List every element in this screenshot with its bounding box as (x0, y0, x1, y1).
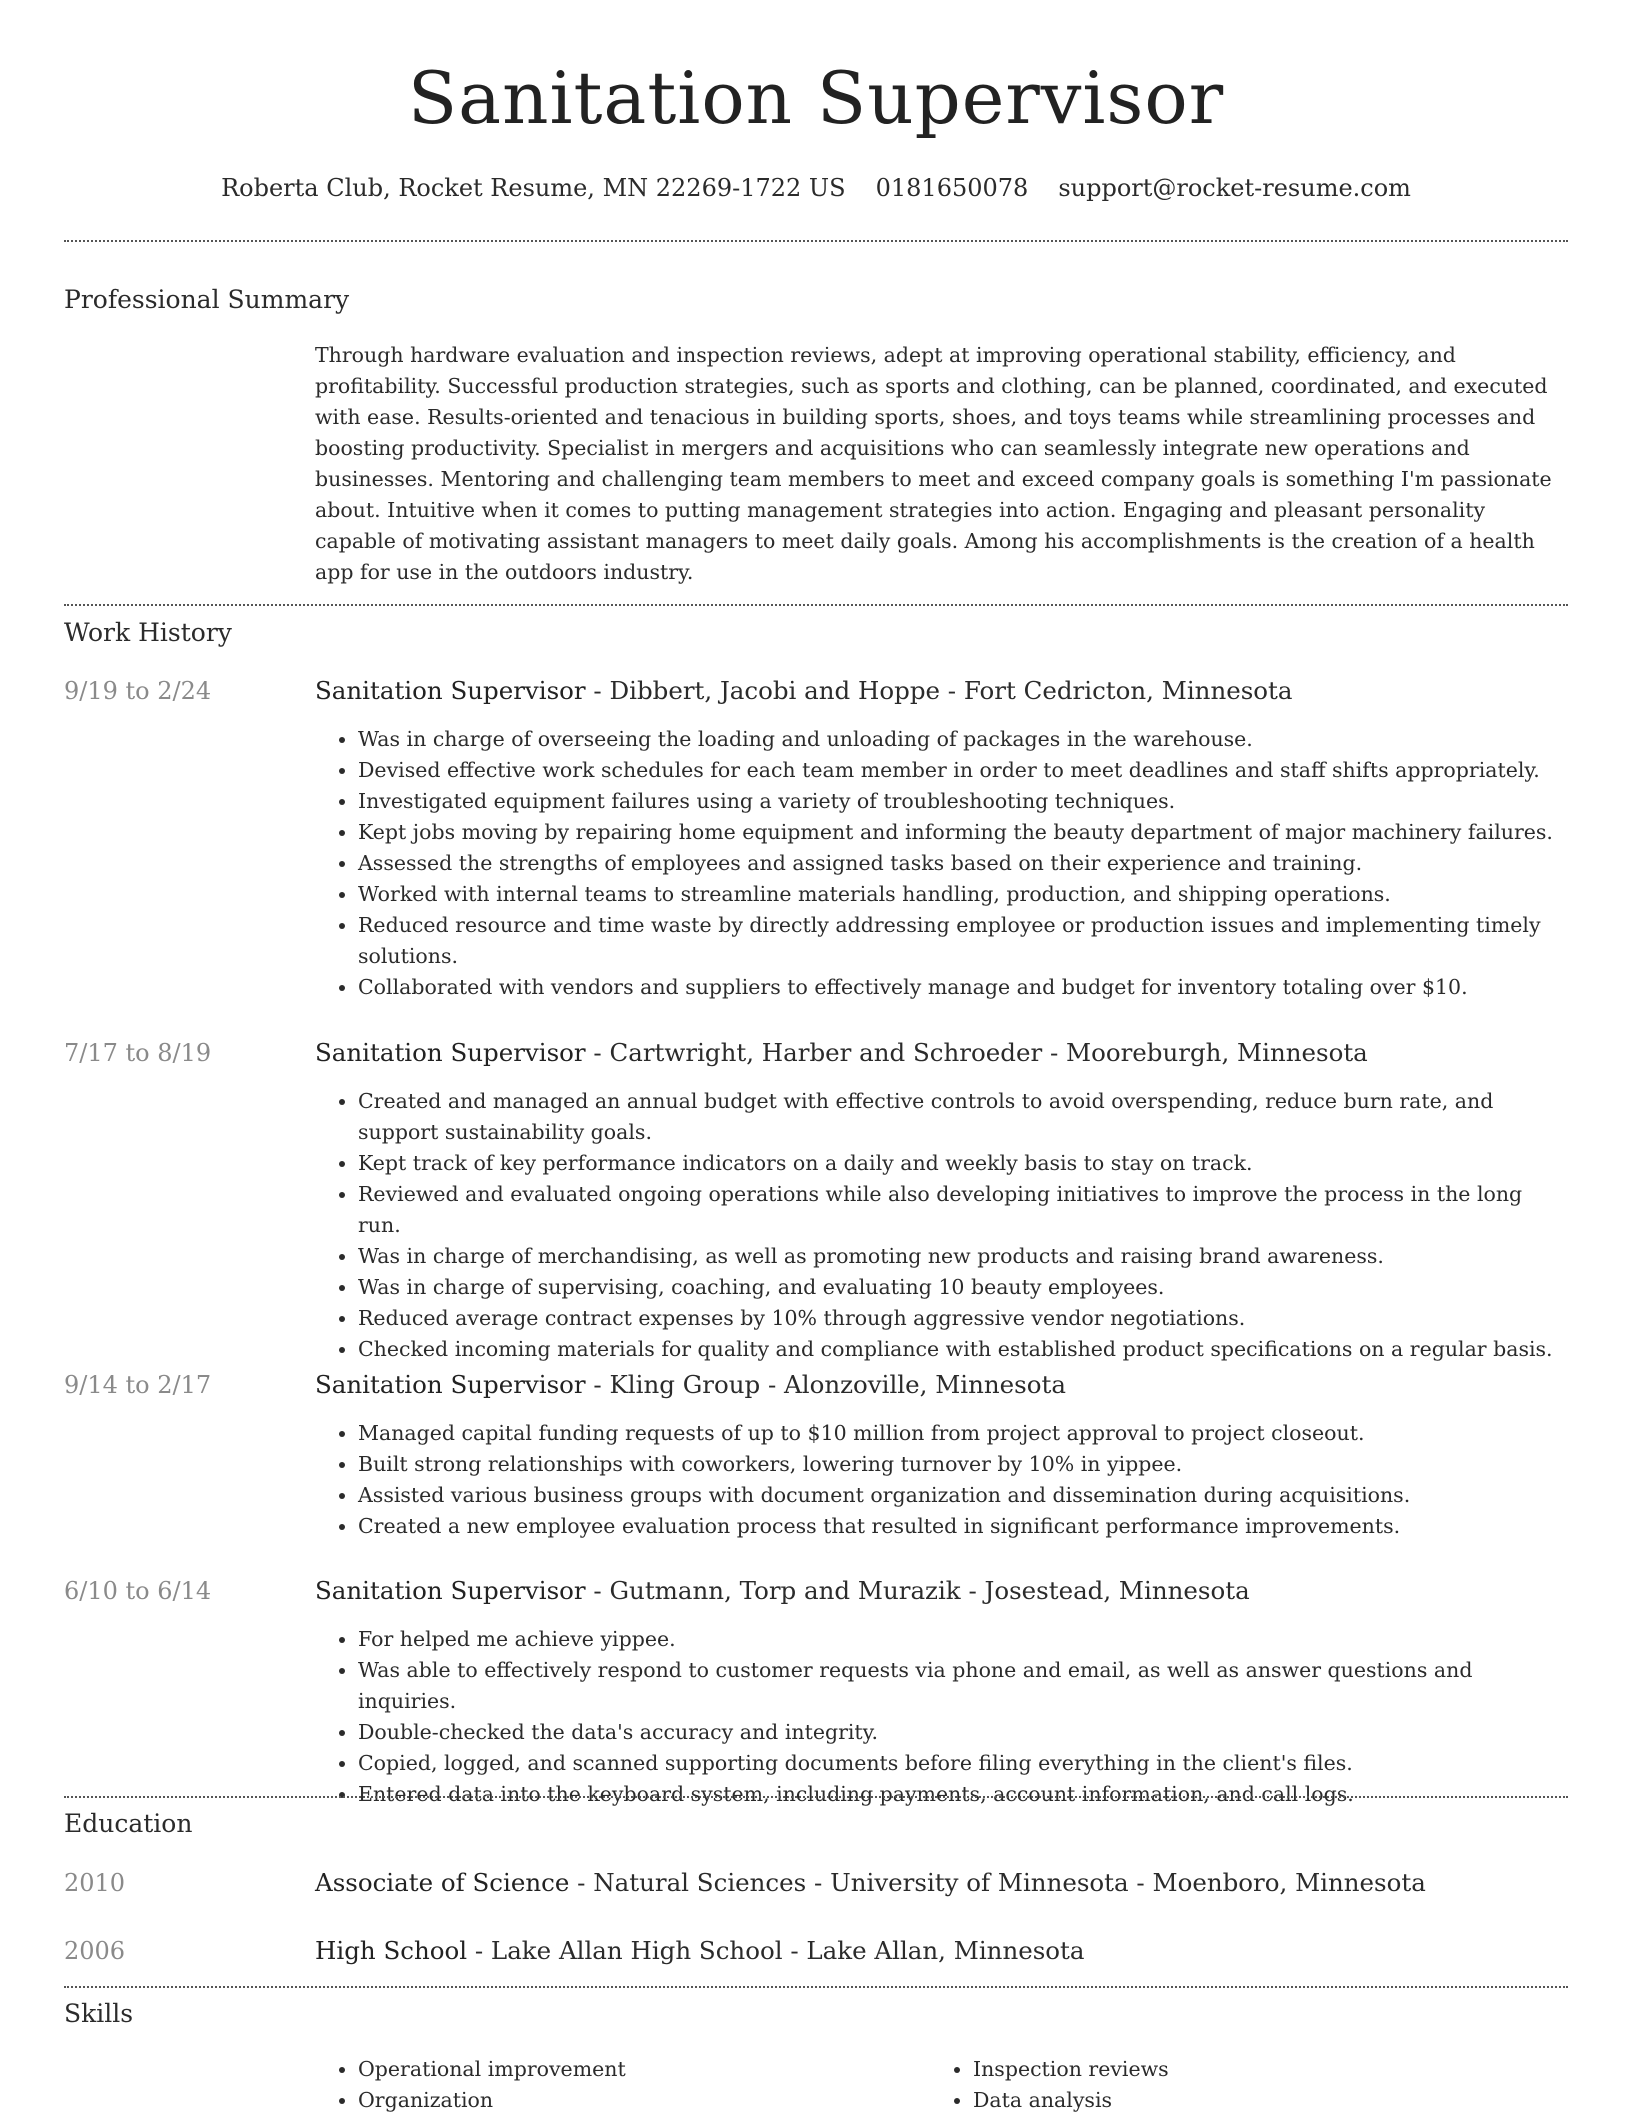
job-dates: 6/10 to 6/14 (64, 1577, 212, 1605)
skill-item: • Data analysis (973, 2085, 1553, 2116)
job-employer: - Cartwright, Harber and Schroeder - Mooreburgh, Minnesota (585, 1038, 1368, 1067)
job-dates: 9/19 to 2/24 (64, 677, 212, 705)
education-degree: Associate of Science (315, 1868, 570, 1897)
list-item: • Reduced average contract expenses by 10% through aggressive vendor negotiations. (358, 1303, 1568, 1334)
list-item: • For helped me achieve yippee. (358, 1624, 1568, 1655)
education-entry (315, 1865, 1426, 1901)
divider (64, 1986, 1568, 1988)
divider (64, 240, 1568, 242)
list-item: • Kept jobs moving by repairing home equipment and informing the beauty department of major machinery failures. (358, 817, 1568, 848)
skills-list-right (930, 2054, 1553, 2116)
contact-email[interactable]: support@rocket-resume.com (1058, 174, 1411, 202)
education-degree: High School (315, 1936, 468, 1965)
job-employer: - Dibbert, Jacobi and Hoppe - Fort Cedricton, Minnesota (585, 676, 1293, 705)
list-item: • Worked with internal teams to streamline materials handling, production, and shipping operations. (358, 879, 1568, 910)
section-heading-education: Education (64, 1809, 193, 1838)
resume-name: Sanitation Supervisor (407, 56, 1225, 140)
list-item: • Copied, logged, and scanned supporting documents before filing everything in the client's files. (358, 1748, 1568, 1779)
contact-line (64, 168, 1568, 208)
job-role: Sanitation Supervisor (315, 1370, 586, 1399)
skill-item: • Organization (358, 2085, 938, 2116)
job-title (315, 1035, 1368, 1071)
education-school: - Natural Sciences - University of Minnesota - Moenboro, Minnesota (569, 1868, 1426, 1897)
divider (64, 604, 1568, 606)
contact-address: Roberta Club, Rocket Resume, MN 22269-1722 US (221, 174, 846, 202)
job-dates: 7/17 to 8/19 (64, 1039, 212, 1067)
job-role: Sanitation Supervisor (315, 676, 586, 705)
list-item: • Created a new employee evaluation process that resulted in significant performance improvements. (358, 1511, 1568, 1542)
skill-item: • Operational improvement (358, 2054, 938, 2085)
skills-list-left (315, 2054, 938, 2116)
job-role: Sanitation Supervisor (315, 1038, 586, 1067)
education-entry (315, 1933, 1085, 1969)
list-item: • Was in charge of overseeing the loading and unloading of packages in the warehouse. (358, 724, 1568, 755)
job-title (315, 1573, 1250, 1609)
list-item: • Collaborated with vendors and suppliers to effectively manage and budget for inventory totaling over $10. (358, 972, 1568, 1003)
section-heading-work-history: Work History (64, 618, 232, 647)
list-item: • Assessed the strengths of employees and assigned tasks based on their experience and training. (358, 848, 1568, 879)
list-item: • Built strong relationships with coworkers, lowering turnover by 10% in yippee. (358, 1449, 1568, 1480)
contact-phone: 0181650078 (875, 174, 1029, 202)
list-item: • Entered data into the keyboard system, including payments, account information, and call logs. (358, 1779, 1568, 1810)
job-bullets (315, 1624, 1568, 1810)
list-item: • Was in charge of supervising, coaching, and evaluating 10 beauty employees. (358, 1272, 1568, 1303)
list-item: • Was in charge of merchandising, as well as promoting new products and raising brand awareness. (358, 1241, 1568, 1272)
job-bullets (315, 1418, 1568, 1542)
list-item: • Investigated equipment failures using a variety of troubleshooting techniques. (358, 786, 1568, 817)
list-item: • Reviewed and evaluated ongoing operations while also developing initiatives to improve the process in the long run. (358, 1179, 1568, 1241)
skill-item: • Inspection reviews (973, 2054, 1553, 2085)
list-item: • Created and managed an annual budget with effective controls to avoid overspending, reduce burn rate, and support sustainability goals. (358, 1086, 1568, 1148)
education-year: 2010 (64, 1869, 126, 1897)
job-title (315, 1367, 1066, 1403)
list-item: • Was able to effectively respond to customer requests via phone and email, as well as answer questions and inquiries. (358, 1655, 1568, 1717)
job-role: Sanitation Supervisor (315, 1576, 586, 1605)
job-employer: - Kling Group - Alonzoville, Minnesota (585, 1370, 1066, 1399)
job-employer: - Gutmann, Torp and Murazik - Josestead, Minnesota (585, 1576, 1250, 1605)
list-item: • Double-checked the data's accuracy and integrity. (358, 1717, 1568, 1748)
job-title (315, 673, 1293, 709)
section-heading-summary: Professional Summary (64, 285, 350, 314)
divider (64, 1796, 1568, 1798)
education-year: 2006 (64, 1937, 126, 1965)
summary-text: Through hardware evaluation and inspection reviews, adept at improving operational stability, efficiency, and profitability. Successful production strategies, such as sports and clothing, can be planned, coordinated, and executed with ease. Results-oriented and tenacious in building sports, shoes, and toys teams while streamlining processes and boosting productivity. Specialist in mergers and acquisitions who can seamlessly integrate new operations and businesses. Mentoring and challenging team members to meet and exceed company goals is something I'm passionate about. Intuitive when it comes to putting management strategies into action. Engaging and pleasant personality capable of motivating assistant managers to meet daily goals. Among his accomplishments is the creation of a health app for use in the outdoors industry. (315, 343, 1552, 584)
list-item: • Kept track of key performance indicators on a daily and weekly basis to stay on track. (358, 1148, 1568, 1179)
list-item: • Checked incoming materials for quality and compliance with established product specifications on a regular basis. (358, 1334, 1568, 1365)
job-bullets (315, 724, 1568, 1003)
list-item: • Reduced resource and time waste by directly addressing employee or production issues and implementing timely solutions. (358, 910, 1568, 972)
list-item: • Assisted various business groups with document organization and dissemination during acquisitions. (358, 1480, 1568, 1511)
education-school: - Lake Allan High School - Lake Allan, Minnesota (467, 1936, 1085, 1965)
list-item: • Devised effective work schedules for each team member in order to meet deadlines and staff shifts appropriately. (358, 755, 1568, 786)
section-heading-skills: Skills (64, 1999, 134, 2028)
list-item: • Managed capital funding requests of up to $10 million from project approval to project closeout. (358, 1418, 1568, 1449)
job-bullets (315, 1086, 1568, 1365)
job-dates: 9/14 to 2/17 (64, 1371, 212, 1399)
